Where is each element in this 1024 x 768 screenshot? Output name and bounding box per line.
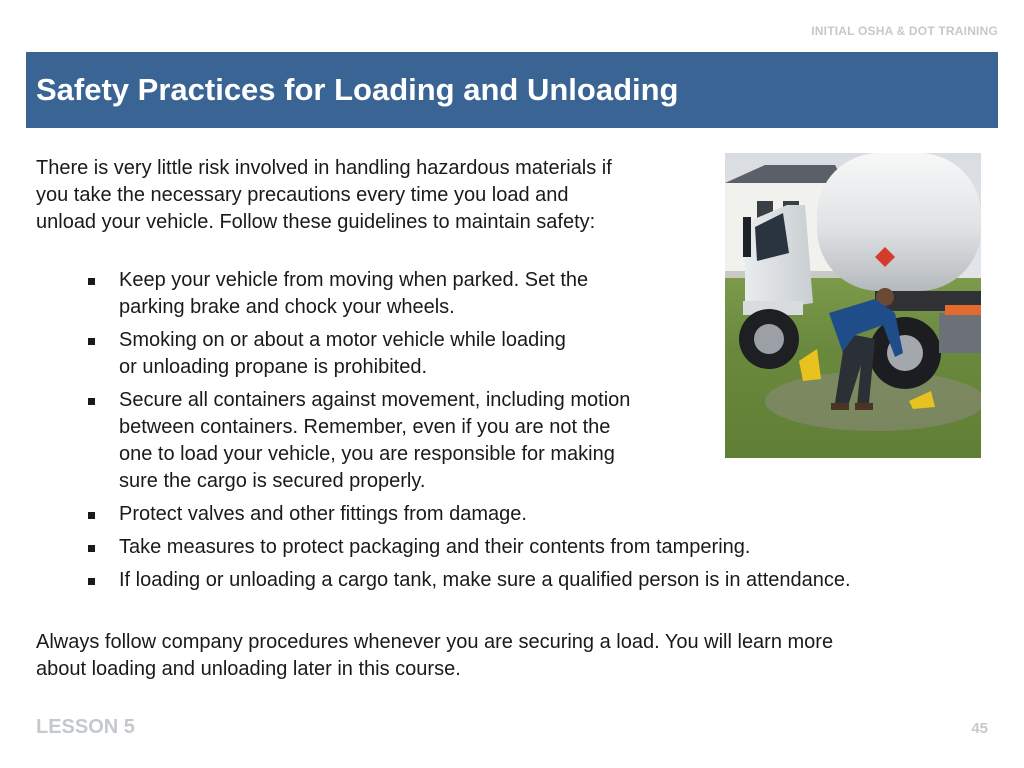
square-bullet-icon	[88, 398, 95, 405]
list-item-line: sure the cargo is secured properly.	[119, 470, 426, 492]
list-item-line: one to load your vehicle, you are responsible for making	[119, 443, 615, 465]
list-item-line: Take measures to protect packaging and their contents from tampering.	[119, 536, 751, 558]
list-item	[0, 567, 1000, 594]
lesson-label: LESSON 5	[36, 716, 135, 738]
square-bullet-icon	[88, 545, 95, 552]
closing-paragraph	[36, 629, 996, 683]
list-item-line: Smoking on or about a motor vehicle while loading	[119, 329, 566, 351]
list-item-text	[119, 534, 1000, 561]
square-bullet-icon	[88, 578, 95, 585]
closing-line: about loading and unloading later in this course.	[36, 658, 461, 680]
truck-wheel-chock-photo	[725, 153, 981, 458]
page-number: 45	[971, 720, 988, 737]
page-title: Safety Practices for Loading and Unloading	[36, 72, 679, 107]
list-item	[0, 501, 1000, 528]
list-item-text	[119, 501, 1000, 528]
title-bar	[26, 52, 998, 128]
list-item-text	[119, 567, 1000, 594]
square-bullet-icon	[88, 512, 95, 519]
square-bullet-icon	[88, 278, 95, 285]
list-item-line: Protect valves and other fittings from damage.	[119, 503, 527, 525]
list-item-line: parking brake and chock your wheels.	[119, 296, 455, 318]
list-item	[0, 534, 1000, 561]
list-item-line: Secure all containers against movement, including motion	[119, 389, 631, 411]
square-bullet-icon	[88, 338, 95, 345]
list-item-line: Keep your vehicle from moving when parked. Set the	[119, 269, 589, 291]
course-tag: INITIAL OSHA & DOT TRAINING	[811, 24, 998, 38]
intro-line: you take the necessary precautions every time you load and	[36, 184, 569, 206]
intro-line: There is very little risk involved in handling hazardous materials if	[36, 157, 612, 179]
list-item-line: or unloading propane is prohibited.	[119, 356, 427, 378]
closing-line: Always follow company procedures whenever you are securing a load. You will learn more	[36, 631, 834, 653]
intro-paragraph	[36, 155, 716, 236]
intro-line: unload your vehicle. Follow these guidelines to maintain safety:	[36, 211, 596, 233]
list-item-line: If loading or unloading a cargo tank, make sure a qualified person is in attendance.	[119, 569, 851, 591]
list-item-line: between containers. Remember, even if you are not the	[119, 416, 611, 438]
